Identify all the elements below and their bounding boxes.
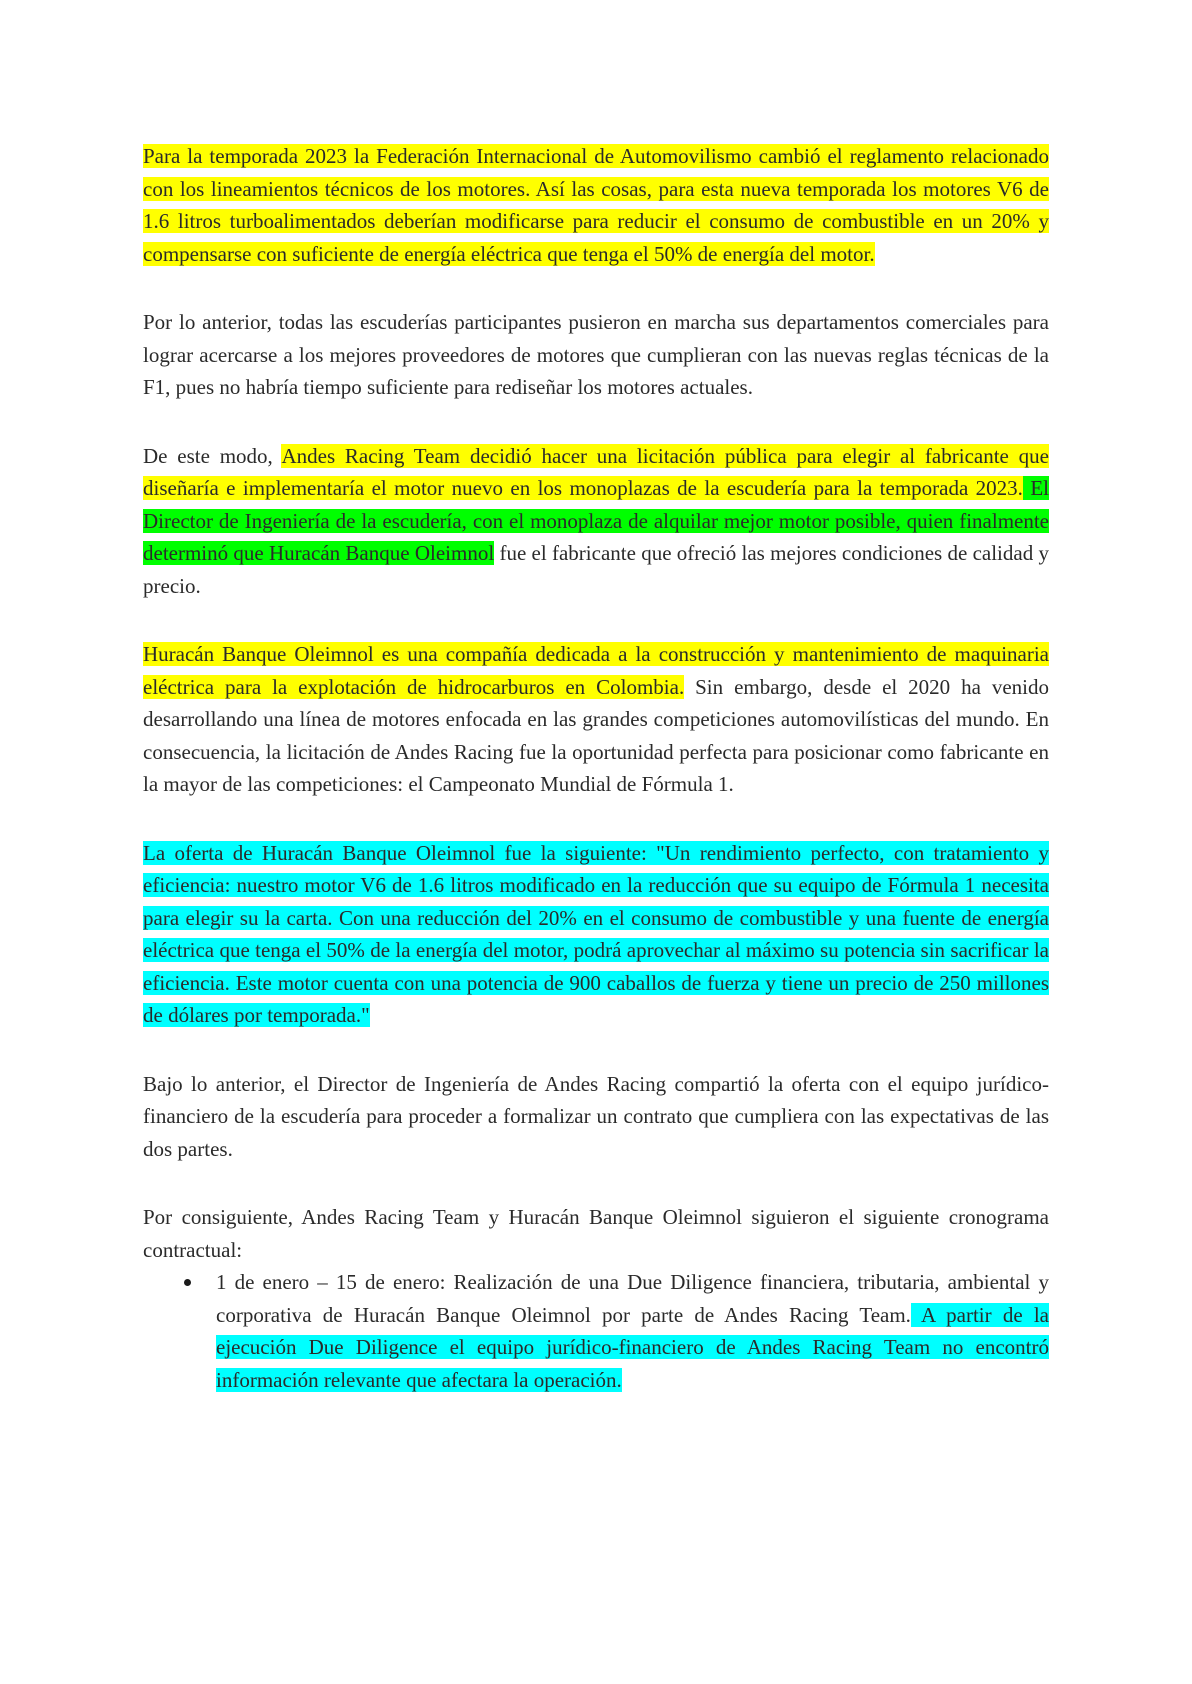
paragraph-1	[143, 140, 1049, 270]
highlight-yellow: Andes Racing Team decidió hacer una licitación pública para elegir al fabricante que diseñaría e implementaría el motor nuevo en los monoplazas de la escudería para la temporada 2023.	[143, 443, 1049, 500]
paragraph-2: Por lo anterior, todas las escuderías participantes pusieron en marcha sus departamentos comerciales para lograr acercarse a los mejores proveedores de motores que cumplieran con las nuevas reglas técnicas de la F1, pues no habría tiempo suficiente para rediseñar los motores actuales.	[143, 310, 1049, 399]
bullet-list	[143, 1266, 1049, 1396]
bullet-item-text: 1 de enero – 15 de enero: Realización de una Due Diligence financiera, tributaria, ambiental y corporativa de Huracán Banque Oleimnol por parte de Andes Racing Team.	[216, 1270, 1049, 1327]
bullet-dot-icon	[184, 1279, 191, 1286]
paragraph-4-tail: Sin embargo, desde el 2020 ha venido desarrollando una línea de motores enfocada en las grandes competiciones automovilísticas del mundo. En consecuencia, la licitación de Andes Racing fue la oportunidad perfecta para posicionar como fabricante en la mayor de las competiciones: el Campeonato Mundial de Fórmula 1.	[143, 674, 1049, 796]
paragraph-3	[143, 440, 1049, 603]
paragraph-7: Por consiguiente, Andes Racing Team y Huracán Banque Oleimnol siguieron el siguiente cronograma contractual:	[143, 1205, 1049, 1262]
paragraph-3-tail: fue el fabricante que ofreció las mejores condiciones de calidad y precio.	[143, 541, 1049, 598]
paragraph-3-intro: De este modo,	[143, 443, 282, 468]
highlight-yellow: Huracán Banque Oleimnol es una compañía dedicada a la construcción y mantenimiento de maquinaria eléctrica para la explotación de hidrocarburos en Colombia.	[143, 642, 1049, 699]
highlight-yellow: Para la temporada 2023 la Federación Internacional de Automovilismo cambió el reglamento relacionado con los lineamientos técnicos de los motores. Así las cosas, para esta nueva temporada los motores V6 de 1.6 litros turboalimentados deberían modificarse para reducir el consumo de combustible en un 20% y compensarse con suficiente de energía eléctrica que tenga el 50% de energía del motor.	[143, 144, 1049, 266]
highlight-green: El Director de Ingeniería de la escudería, con el monoplaza de alquilar mejor motor posible, quien finalmente determinó que Huracán Banque Oleimnol	[143, 476, 1049, 565]
paragraph-4	[143, 638, 1049, 801]
list-item	[216, 1266, 1049, 1396]
paragraph-6: Bajo lo anterior, el Director de Ingeniería de Andes Racing compartió la oferta con el equipo jurídico-financiero de la escudería para proceder a formalizar un contrato que cumpliera con las expectativas de las dos partes.	[143, 1071, 1049, 1161]
highlight-cyan: La oferta de Huracán Banque Oleimnol fue la siguiente: "Un rendimiento perfecto, con tratamiento y eficiencia: nuestro motor V6 de 1.6 litros modificado en la reducción que su equipo de Fórmula 1 necesita para elegir su la carta. Con una reducción del 20% en el consumo de combustible y una fuente de energía eléctrica que tenga el 50% de la energía del motor, podrá aprovechar al máximo su potencia sin sacrificar la eficiencia. Este motor cuenta con una potencia de 900 caballos de fuerza y tiene un precio de 250 millones de dólares por temporada."	[143, 840, 1049, 1027]
document-body	[143, 140, 1049, 1396]
highlight-cyan: A partir de la ejecución Due Diligence el equipo jurídico-financiero de Andes Racing Team no encontró información relevante que afectara la operación.	[216, 1302, 1049, 1392]
paragraph-5	[143, 837, 1049, 1032]
